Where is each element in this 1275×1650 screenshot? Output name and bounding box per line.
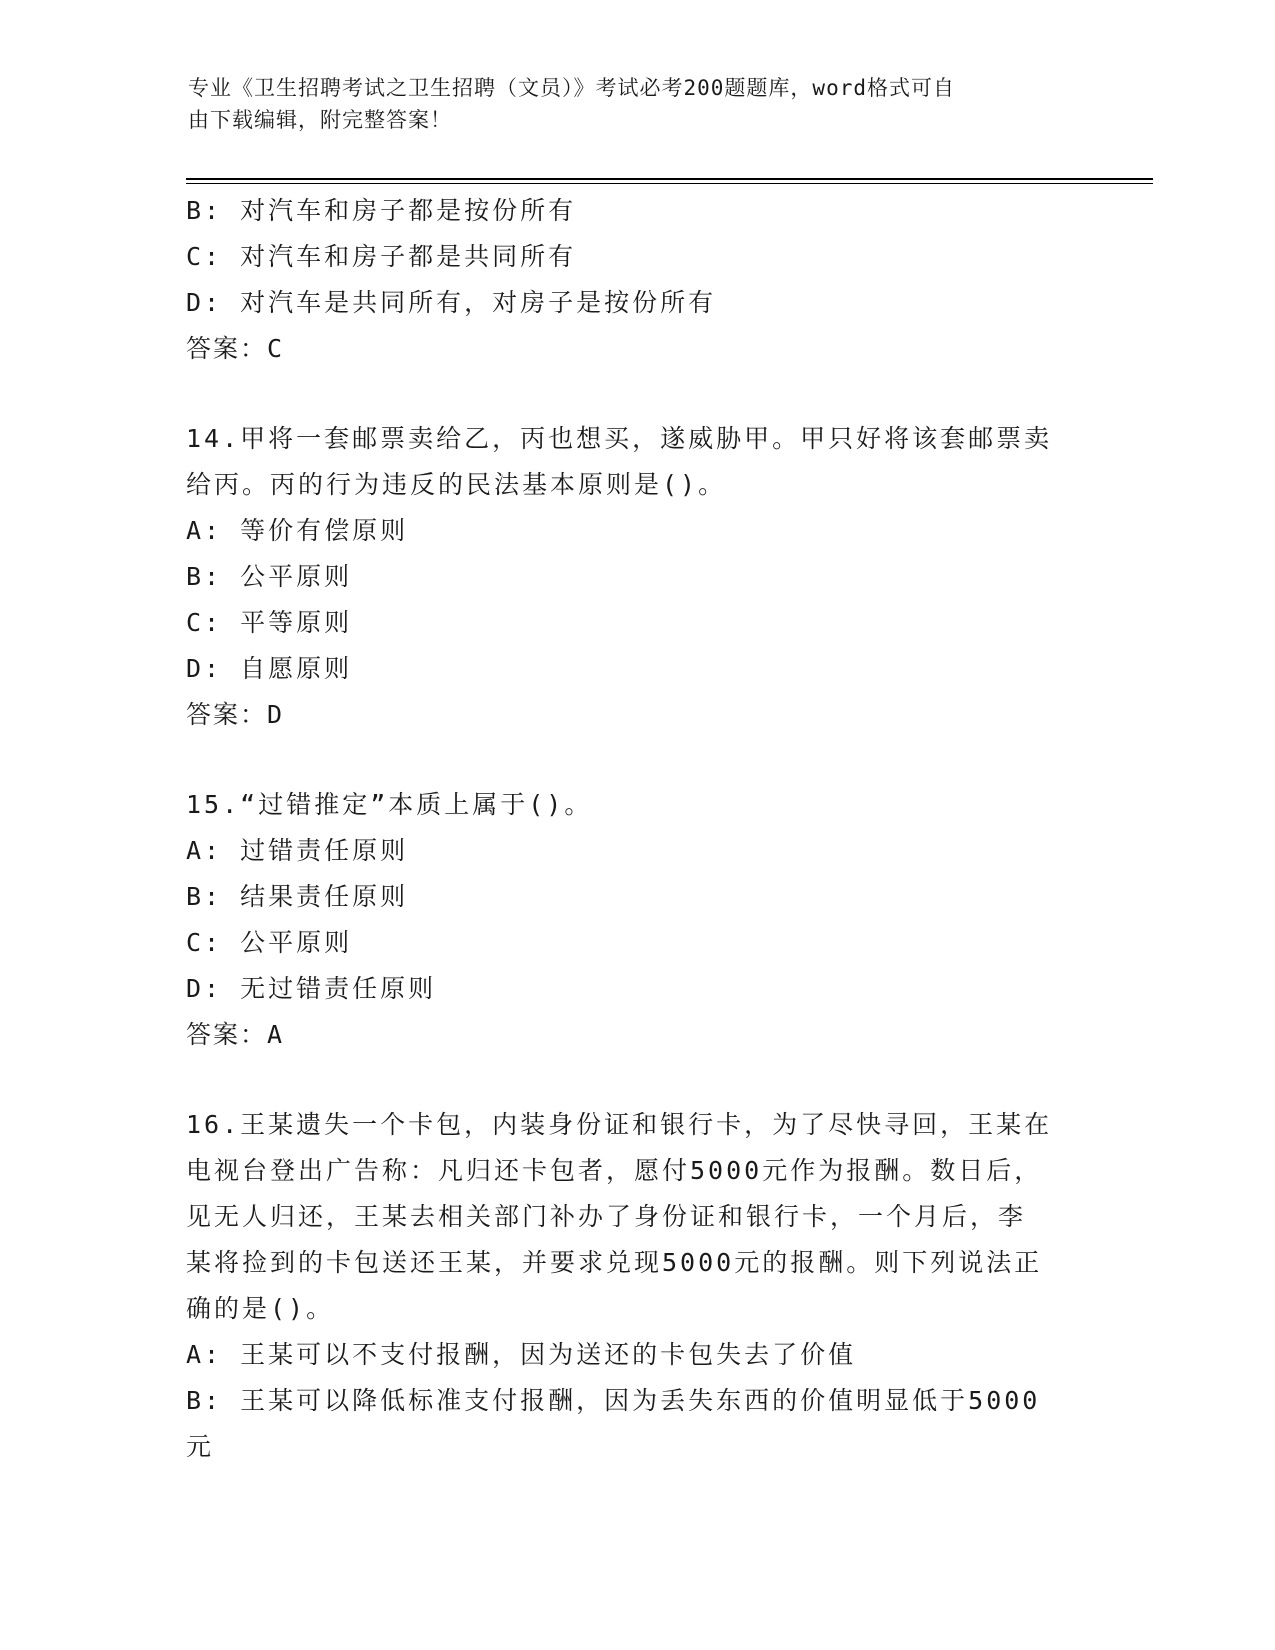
question-text: 16.王某遗失一个卡包，内装身份证和银行卡，为了尽快寻回，王某在 bbox=[186, 1110, 1053, 1139]
document-body bbox=[186, 188, 1086, 1470]
option-d: D: 无过错责任原则 bbox=[186, 974, 437, 1003]
question-text: 电视台登出广告称：凡归还卡包者，愿付5000元作为报酬。数日后， bbox=[186, 1156, 1043, 1185]
option-d: D: 自愿原则 bbox=[186, 654, 353, 683]
option-c: C: 平等原则 bbox=[186, 608, 353, 637]
option-b: B: 王某可以降低标准支付报酬，因为丢失东西的价值明显低于5000 bbox=[186, 1386, 1041, 1415]
question-14-block bbox=[186, 416, 1086, 738]
option-b: B: 结果责任原则 bbox=[186, 882, 409, 911]
question-13-block bbox=[186, 188, 1086, 372]
question-text: 某将捡到的卡包送还王某，并要求兑现5000元的报酬。则下列说法正 bbox=[186, 1248, 1043, 1277]
document-header bbox=[188, 72, 1068, 136]
option-a: A: 王某可以不支付报酬，因为送还的卡包失去了价值 bbox=[186, 1340, 857, 1369]
option-c: C: 对汽车和房子都是共同所有 bbox=[186, 242, 577, 271]
header-divider-thin bbox=[186, 183, 1153, 184]
option-d: D: 对汽车是共同所有，对房子是按份所有 bbox=[186, 288, 717, 317]
answer: 答案：A bbox=[186, 1020, 285, 1049]
header-line-1: 专业《卫生招聘考试之卫生招聘（文员）》考试必考200题题库，word格式可自 bbox=[188, 76, 955, 100]
header-divider-thick bbox=[186, 178, 1153, 180]
option-a: A: 过错责任原则 bbox=[186, 836, 409, 865]
question-text: 见无人归还，王某去相关部门补办了身份证和银行卡，一个月后，李 bbox=[186, 1202, 1027, 1231]
question-text: 15.“过错推定”本质上属于()。 bbox=[186, 790, 593, 819]
question-text: 确的是()。 bbox=[186, 1294, 335, 1323]
header-line-2: 由下载编辑，附完整答案！ bbox=[188, 108, 452, 132]
option-b: B: 公平原则 bbox=[186, 562, 353, 591]
option-a: A: 等价有偿原则 bbox=[186, 516, 409, 545]
question-text: 14.甲将一套邮票卖给乙，丙也想买，遂威胁甲。甲只好将该套邮票卖 bbox=[186, 424, 1053, 453]
question-text: 给丙。丙的行为违反的民法基本原则是()。 bbox=[186, 470, 727, 499]
question-16-block bbox=[186, 1102, 1086, 1470]
option-c: C: 公平原则 bbox=[186, 928, 353, 957]
option-b: B: 对汽车和房子都是按份所有 bbox=[186, 196, 577, 225]
option-b-continued: 元 bbox=[186, 1432, 215, 1461]
answer: 答案：C bbox=[186, 334, 285, 363]
answer: 答案：D bbox=[186, 700, 285, 729]
question-15-block bbox=[186, 782, 1086, 1058]
